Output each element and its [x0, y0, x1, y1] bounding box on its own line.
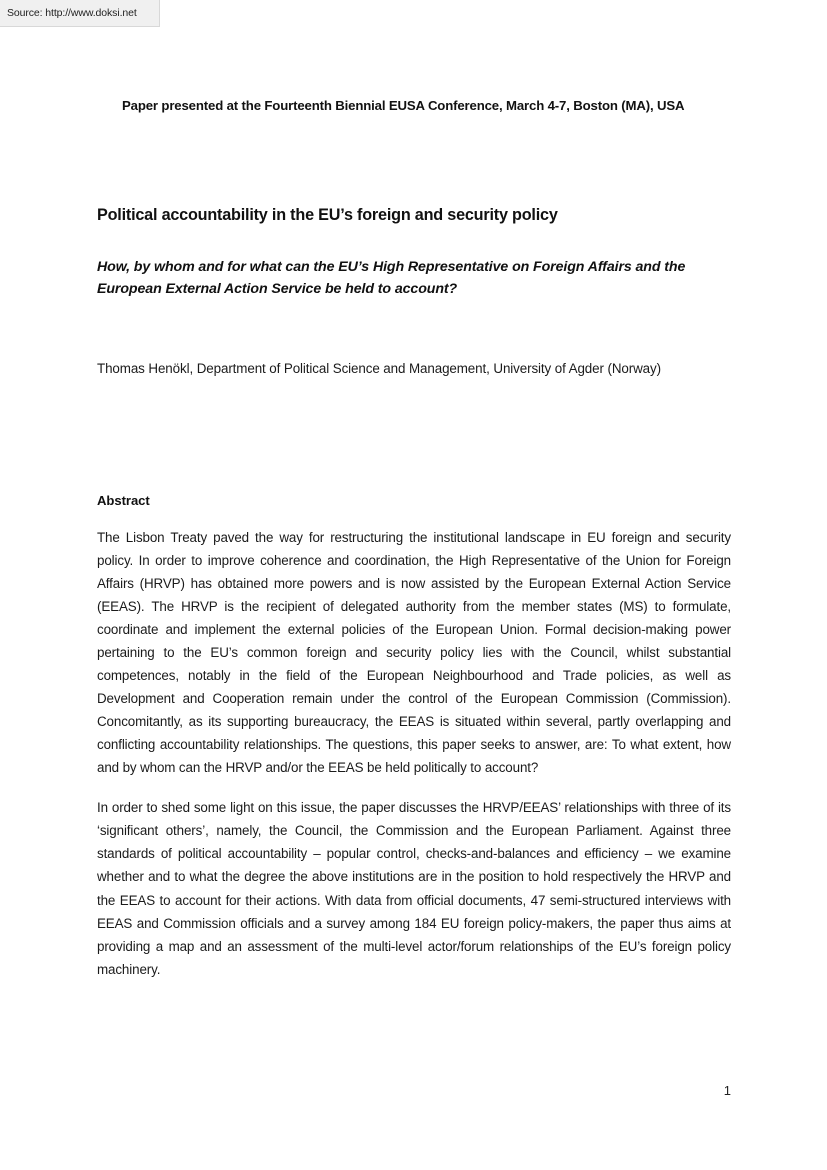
- paper-subtitle: How, by whom and for what can the EU’s High Representative on Foreign Affairs and the European External Action Service be held to account?: [97, 259, 686, 298]
- conference-header: Paper presented at the Fourteenth Biennial EUSA Conference, March 4-7, Boston (MA), USA: [122, 98, 685, 113]
- source-banner-label: Source: http://www.doksi.net: [7, 6, 137, 19]
- page-title: Political accountability in the EU’s foreign and security policy: [97, 206, 558, 224]
- author-affiliation-line: Thomas Henökl, Department of Political Science and Management, University of Agder (Norway): [97, 361, 661, 377]
- abstract-paragraph: The Lisbon Treaty paved the way for restructuring the institutional landscape in EU foreign and security policy. In order to improve coherence and coordination, the High Representative of the Union for Foreign Affairs (HRVP) has obtained more powers and is now assisted by the European External Action Service (EEAS). The HRVP is the recipient of delegated authority from the member states (MS) to formulate, coordinate and implement the external policies of the European Union. Formal decision-making power pertaining to the EU’s common foreign and security policy lies with the Council, whilst substantial competences, notably in the field of the European Neighbourhood and Trade policies, as well as Development and Cooperation remain under the control of the European Commission (Commission). Concomitantly, as its supporting bureaucracy, the EEAS is situated within several, partly overlapping and conflicting accountability relationships. The questions, this paper seeks to answer, are: To what extent, how and by whom can the HRVP and/or the EEAS be held politically to account?: [97, 529, 731, 776]
- document-content: [97, 205, 731, 981]
- abstract-paragraph: In order to shed some light on this issue, the paper discusses the HRVP/EEAS’ relationships with three of its ‘significant others’, namely, the Council, the Commission and the European Parliament. Against three standards of political accountability – popular control, checks-and-balances and efficiency – we examine whether and to what the degree the above institutions are in the position to hold respectively the HRVP and the EEAS to account for their actions. With data from official documents, 47 semi-structured interviews with EEAS and Commission officials and a survey among 184 EU foreign policy-makers, the paper thus aims at providing a map and an assessment of the multi-level actor/forum relationships of the EU’s foreign policy machinery.: [97, 800, 731, 977]
- source-banner: [0, 0, 160, 27]
- abstract-section: [97, 493, 731, 981]
- abstract-heading: Abstract: [97, 492, 150, 508]
- page-number: 1: [723, 1083, 731, 1098]
